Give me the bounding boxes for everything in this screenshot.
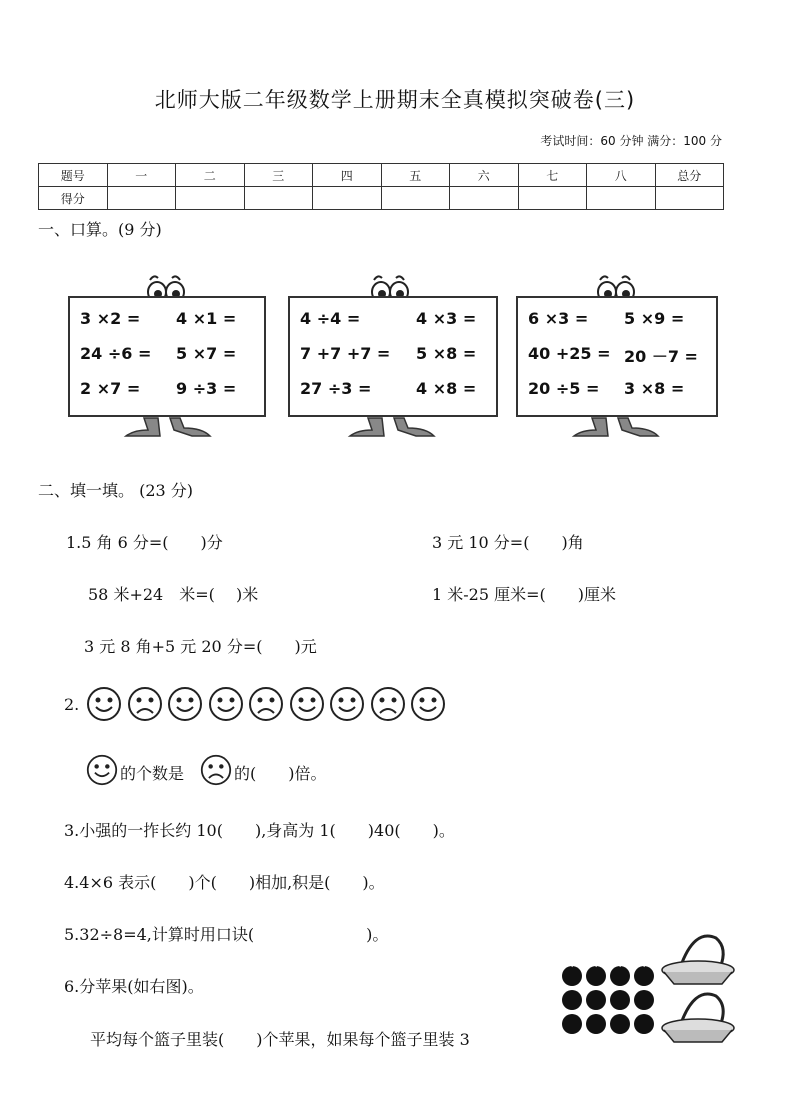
score-header-cell: 二 [176, 164, 245, 187]
q5-text: 5.32÷8=4,计算时用口诀( )。 [64, 925, 389, 944]
q2-text-part2: 的( )倍。 [234, 764, 327, 783]
sad-face-icon [127, 686, 163, 722]
calc-item: 40 +25 = [528, 344, 611, 363]
smiley-face-icon [86, 686, 122, 722]
score-header-cell: 总分 [655, 164, 724, 187]
exam-info: 考试时间：60 分钟 满分：100 分 [540, 134, 722, 148]
q6-text: 平均每个篮子里装( )个苹果，如果每个篮子里装 3 [90, 1030, 470, 1049]
score-header-cell: 五 [381, 164, 450, 187]
score-header-cell: 七 [518, 164, 587, 187]
oral-calc-card-2 [288, 296, 498, 417]
calc-item: 9 ÷3 = [176, 379, 237, 398]
score-input-cell[interactable] [381, 187, 450, 210]
q1-item-e: 3 元 8 角+5 元 20 分=( )元 [84, 637, 317, 656]
basket-icon [662, 994, 734, 1042]
score-input-cell[interactable] [244, 187, 313, 210]
calc-item: 5 ×7 = [176, 344, 237, 363]
q1-item-a: 1.5 角 6 分=( )分 [66, 533, 223, 552]
smiley-face-icon [167, 686, 203, 722]
calc-item: 2 ×7 = [80, 379, 141, 398]
score-input-cell[interactable] [587, 187, 656, 210]
score-input-cell[interactable] [107, 187, 176, 210]
basket-icon [662, 936, 734, 984]
score-input-cell[interactable] [313, 187, 382, 210]
apples-baskets-illustration [558, 928, 736, 1052]
apple-icon-group [562, 966, 654, 1034]
score-header-cell: 八 [587, 164, 656, 187]
calc-item: 3 ×8 = [624, 379, 685, 398]
smiley-face-icon [410, 686, 446, 722]
q3-text: 3.小强的一拃长约 10( ),身高为 1( )40( )。 [64, 821, 455, 840]
calc-item: 6 ×3 = [528, 309, 589, 328]
score-header-cell: 三 [244, 164, 313, 187]
sad-face-icon [370, 686, 406, 722]
sad-face-icon [200, 754, 232, 786]
score-input-cell[interactable] [176, 187, 245, 210]
score-input-cell[interactable] [655, 187, 724, 210]
cartoon-feet-icon [342, 416, 442, 442]
smiley-face-icon [86, 754, 118, 786]
calc-item: 4 ×8 = [416, 379, 477, 398]
smiley-face-icon [289, 686, 325, 722]
q1-item-c: 58 米+24 米=( )米 [88, 585, 259, 604]
q1-item-b: 3 元 10 分=( )角 [432, 533, 584, 552]
q2-number: 2. [64, 695, 80, 714]
score-table-header-row [39, 164, 724, 187]
score-table-score-row [39, 187, 724, 210]
calc-item: 7 +7 +7 = [300, 344, 391, 363]
page-title: 北师大版二年级数学上册期末全真模拟突破卷(三) [154, 88, 636, 112]
sad-face-icon [248, 686, 284, 722]
calc-item: 24 ÷6 = [80, 344, 152, 363]
cartoon-feet-icon [118, 416, 218, 442]
calc-item: 3 ×2 = [80, 309, 141, 328]
score-header-cell: 四 [313, 164, 382, 187]
calc-item: 4 ×3 = [416, 309, 477, 328]
score-input-cell[interactable] [518, 187, 587, 210]
q2-text-part1: 的个数是 [120, 764, 185, 783]
q4-text: 4.4×6 表示( )个( )相加,积是( )。 [64, 873, 385, 892]
score-input-cell[interactable] [450, 187, 519, 210]
score-row-label: 得分 [39, 187, 108, 210]
score-header-cell: 题号 [39, 164, 108, 187]
calc-item: 27 ÷3 = [300, 379, 372, 398]
q6-title: 6.分苹果(如右图)。 [64, 977, 204, 996]
score-header-cell: 六 [450, 164, 519, 187]
smiley-face-icon [329, 686, 365, 722]
q1-item-d: 1 米-25 厘米=( )厘米 [432, 585, 617, 604]
calc-item: 4 ×1 = [176, 309, 237, 328]
score-header-cell: 一 [107, 164, 176, 187]
smiley-face-icon [208, 686, 244, 722]
oral-calc-card-3 [516, 296, 718, 417]
section1-heading: 一、口算。(9 分) [38, 220, 162, 239]
oral-calc-card-1 [68, 296, 266, 417]
calc-item: 20 ÷5 = [528, 379, 600, 398]
calc-item: 4 ÷4 = [300, 309, 361, 328]
section2-heading: 二、填一填。 (23 分) [38, 481, 194, 500]
calc-item: 20 －7 = [624, 347, 698, 366]
cartoon-feet-icon [566, 416, 666, 442]
score-table [38, 163, 724, 210]
calc-item: 5 ×9 = [624, 309, 685, 328]
calc-item: 5 ×8 = [416, 344, 477, 363]
